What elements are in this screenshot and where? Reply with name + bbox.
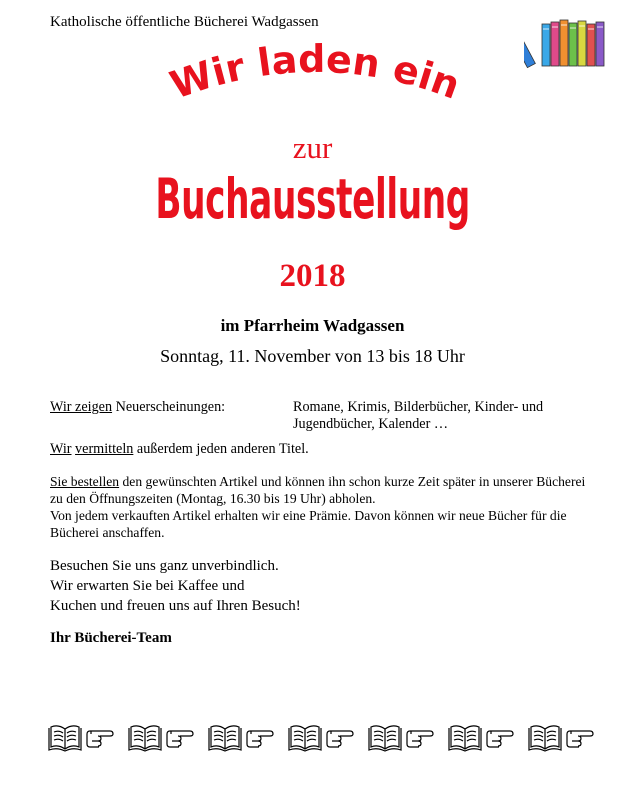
pointing-hand-icon — [487, 731, 513, 747]
invitation-line-1: Besuchen Sie uns ganz unverbindlich. — [50, 558, 279, 574]
open-book-icon — [369, 726, 401, 751]
signature: Ihr Bücherei-Team — [50, 630, 172, 646]
ordering-underlined: Sie bestellen — [50, 474, 120, 489]
offer-list: Romane, Krimis, Bilderbücher, Kinder- und Jugendbücher, Kalender … — [293, 399, 544, 432]
invitation-line-2: Wir erwarten Sie bei Kaffee und — [50, 578, 245, 594]
mediation-underlined-1: Wir — [50, 441, 72, 457]
mediation-underlined-2: vermitteln — [75, 441, 134, 457]
event-title: Buchausstellung — [155, 168, 470, 232]
pointing-hand-icon — [87, 731, 113, 747]
pointing-hand-icon — [167, 731, 193, 747]
open-book-icon — [49, 726, 81, 751]
footer-icon-row — [48, 720, 608, 756]
event-datetime: Sonntag, 11. November von 13 bis 18 Uhr — [160, 346, 465, 366]
mediation-line — [50, 441, 590, 458]
pointing-hand-icon — [567, 731, 593, 747]
event-venue: im Pfarrheim Wadgassen — [220, 316, 405, 335]
offer-label — [50, 399, 290, 416]
open-book-icon — [449, 726, 481, 751]
open-book-icon — [289, 726, 321, 751]
mediation-text: außerdem jeden anderen Titel. — [133, 441, 309, 457]
event-title-wrap — [0, 168, 625, 232]
open-book-icon — [209, 726, 241, 751]
ordering-text: den gewünschten Artikel und können ihn schon kurze Zeit später in unserer Bücherei zu den Öffnungszeiten (Montag, 16.30 bis 19 Uhr) abholen. — [50, 474, 586, 506]
ordering-paragraph — [50, 473, 595, 541]
books-icon — [524, 14, 608, 70]
svg-text:Wir laden ein: Wir laden ein — [164, 36, 466, 108]
pointing-hand-icon — [327, 731, 353, 747]
pointing-hand-icon — [247, 731, 273, 747]
heading-preposition: zur — [292, 130, 333, 165]
invitation-paragraph — [50, 556, 590, 616]
open-book-icon — [129, 726, 161, 751]
bonus-text: Von jedem verkauften Artikel erhalten wir eine Prämie. Davon können wir neue Bücher für die Bücherei anschaffen. — [50, 508, 567, 540]
open-book-icon — [529, 726, 561, 751]
invitation-heading — [165, 38, 465, 118]
pointing-hand-icon — [407, 731, 433, 747]
event-year: 2018 — [279, 258, 346, 294]
invitation-line-3: Kuchen und freuen uns auf Ihren Besuch! — [50, 598, 301, 614]
organization-name: Katholische öffentliche Bücherei Wadgassen — [50, 14, 319, 30]
offer-label-underlined: Wir zeigen — [50, 399, 113, 415]
offer-label-text: Neuerscheinungen: — [112, 399, 226, 415]
